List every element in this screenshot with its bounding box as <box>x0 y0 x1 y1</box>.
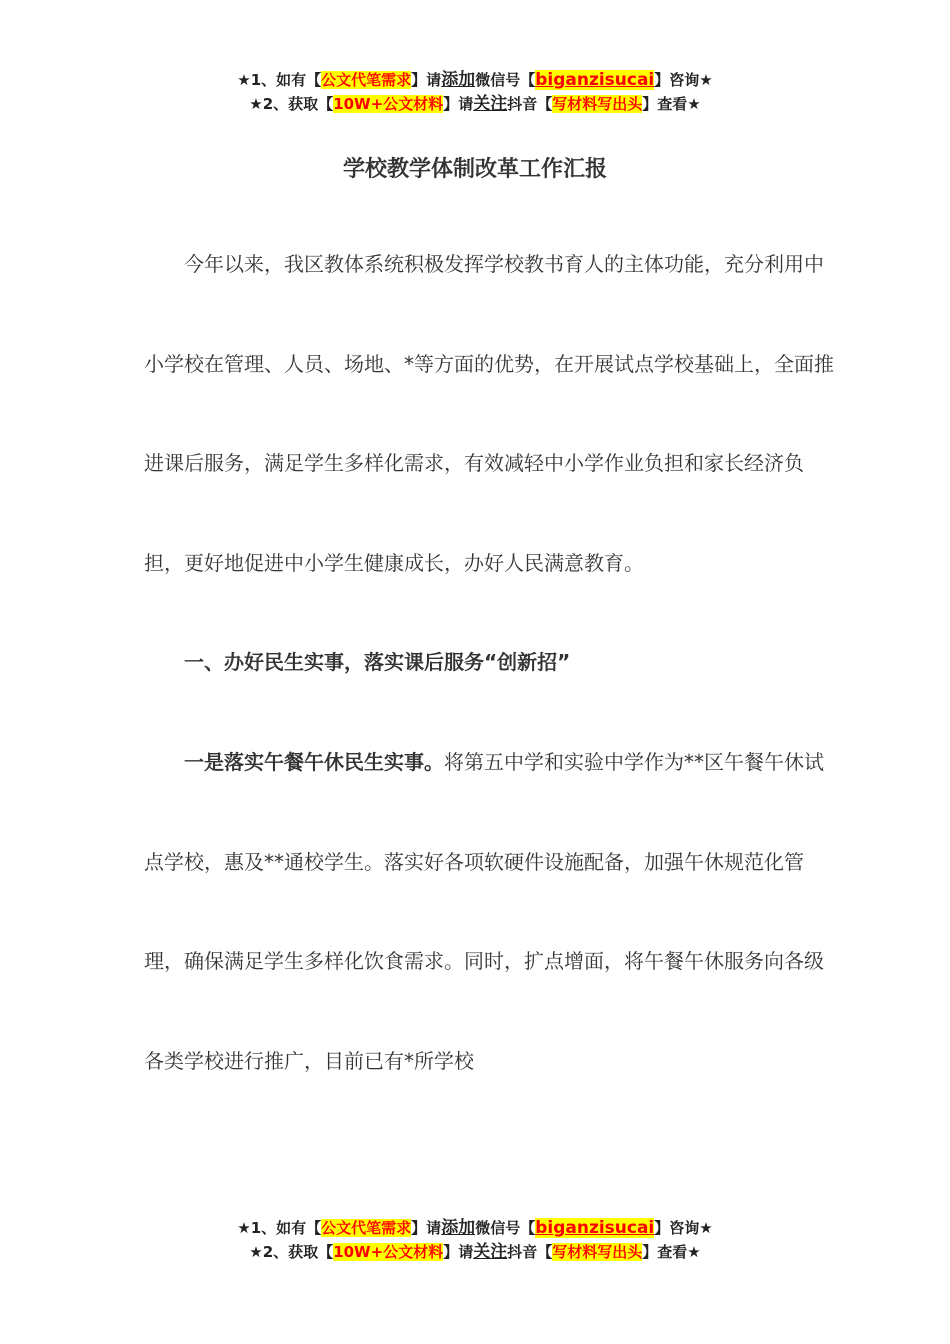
promo-text: 】查看★ <box>642 95 701 113</box>
highlight-materials: 10W+公文材料 <box>333 95 444 113</box>
promo-text: 】请 <box>443 95 474 113</box>
section-heading-1: 一、办好民生实事，落实课后服务“创新招” <box>184 650 571 675</box>
emphasis-follow: 关注 <box>473 94 508 114</box>
footer-promo-banner <box>0 1216 950 1264</box>
promo-text: 抖音【 <box>507 95 553 113</box>
promo-line-2 <box>0 1240 950 1264</box>
promo-text: 微信号【 <box>475 1219 536 1237</box>
highlight-wechat-id: biganzisucai <box>535 70 655 90</box>
promo-text: 】请 <box>411 1219 442 1237</box>
promo-text: 】请 <box>443 1243 474 1261</box>
paragraph-lunch-rest <box>144 713 834 1111</box>
promo-text: ★1、如有【 <box>237 1219 322 1237</box>
highlight-materials: 10W+公文材料 <box>333 1243 444 1261</box>
paragraph-rest: 将第五中学和实验中学作为**区午餐午休试点学校，惠及**通校学生。落实好各项软硬件设施配备，加强午休规范化管理，确保满足学生多样化饮食需求。同时，扩点增面，将午餐午休服务向各级各类学校进行推广，目前已有*所学校 <box>144 749 824 1073</box>
highlight-wechat-id: biganzisucai <box>535 1218 655 1238</box>
promo-text: 】请 <box>411 71 442 89</box>
emphasis-follow: 关注 <box>473 1242 508 1262</box>
promo-text: 】咨询★ <box>654 1219 713 1237</box>
header-promo-banner <box>0 68 950 116</box>
document-body <box>144 215 834 1111</box>
promo-text: 】咨询★ <box>654 71 713 89</box>
emphasis-add: 添加 <box>441 1218 476 1238</box>
promo-text: 抖音【 <box>507 1243 553 1261</box>
highlight-ghostwriting: 公文代笔需求 <box>321 1219 412 1237</box>
intro-paragraph: 今年以来，我区教体系统积极发挥学校教书育人的主体功能，充分利用中小学校在管理、人员、场地、*等方面的优势，在开展试点学校基础上，全面推进课后服务，满足学生多样化需求，有效减轻中小学作业负担和家长经济负担，更好地促进中小学生健康成长，办好人民满意教育。 <box>144 252 834 575</box>
highlight-douyin-name: 写材料写出头 <box>552 95 643 113</box>
paragraph-lead: 一是落实午餐午休民生实事。 <box>184 749 444 774</box>
promo-text: ★2、获取【 <box>249 1243 334 1261</box>
highlight-douyin-name: 写材料写出头 <box>552 1243 643 1261</box>
promo-text: 微信号【 <box>475 71 536 89</box>
emphasis-add: 添加 <box>441 70 476 90</box>
document-title: 学校教学体制改革工作汇报 <box>342 157 607 182</box>
highlight-ghostwriting: 公文代笔需求 <box>321 71 412 89</box>
promo-text: ★2、获取【 <box>249 95 334 113</box>
promo-text: ★1、如有【 <box>237 71 322 89</box>
promo-line-2 <box>0 92 950 116</box>
promo-line-1 <box>0 1216 950 1240</box>
promo-text: 】查看★ <box>642 1243 701 1261</box>
promo-line-1 <box>0 68 950 92</box>
